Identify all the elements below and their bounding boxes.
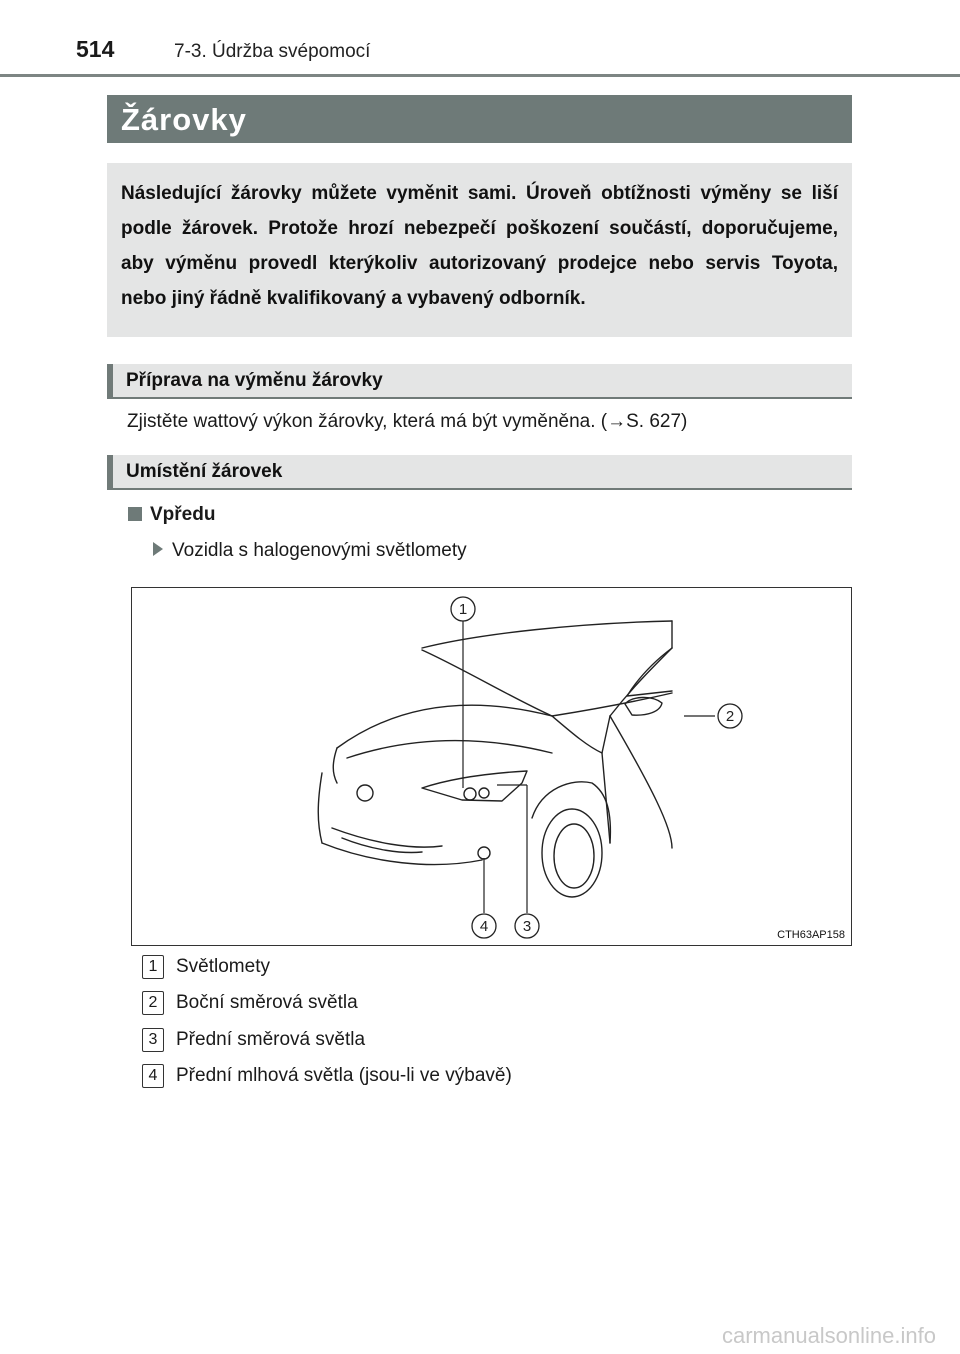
legend-label: Přední mlhová světla (jsou-li ve výbavě) (176, 1065, 512, 1086)
legend-item (142, 1064, 512, 1090)
header-divider (0, 74, 960, 77)
legend-number: 2 (142, 991, 164, 1015)
callout-4-label: 4 (479, 918, 489, 935)
car-drawing (132, 588, 852, 946)
legend-label: Světlomety (176, 956, 270, 977)
vehicle-variant (153, 540, 467, 562)
car-front-illustration (131, 587, 852, 946)
page-number: 514 (76, 36, 115, 62)
legend-item (142, 955, 270, 981)
callout-2-label: 2 (725, 708, 735, 725)
intro-text: Následující žárovky můžete vyměnit sami. Úroveň obtížnosti výměny se liší podle žárovek. Protože hrozí nebezpečí poškození součástí, doporučujeme, aby výměnu provedl kterýkoliv autorizovaný prodejce nebo servis Toyota, nebo jiný řádně kvalifikovaný a vybavený odborník. (107, 163, 852, 337)
subsection-title: Vpředu (150, 504, 216, 525)
page-title: Žárovky (107, 95, 852, 143)
callout-3-label: 3 (522, 918, 532, 935)
triangle-bullet-icon (153, 542, 163, 556)
legend-number: 3 (142, 1028, 164, 1052)
vehicle-variant-label: Vozidla s halogenovými světlomety (172, 540, 467, 561)
legend-number: 1 (142, 955, 164, 979)
watermark-text: carmanualsonline.info (721, 1323, 936, 1348)
figure-code: CTH63AP158 (777, 929, 845, 941)
section-heading-preparation: Příprava na výměnu žárovky (107, 364, 852, 399)
callout-1-label: 1 (458, 601, 468, 618)
section-heading-locations: Umístění žárovek (107, 455, 852, 490)
legend-label: Boční směrová světla (176, 992, 358, 1013)
legend-item (142, 991, 358, 1017)
square-bullet-icon (128, 507, 142, 521)
preparation-text: Zjistěte wattový výkon žárovky, která má být vyměněna. (→S. 627) (127, 411, 688, 432)
legend-item (142, 1028, 365, 1054)
chapter-title: 7-3. Údržba svépomocí (174, 41, 371, 62)
legend-label: Přední směrová světla (176, 1029, 366, 1050)
legend-number: 4 (142, 1064, 164, 1088)
subsection-front (128, 504, 215, 526)
